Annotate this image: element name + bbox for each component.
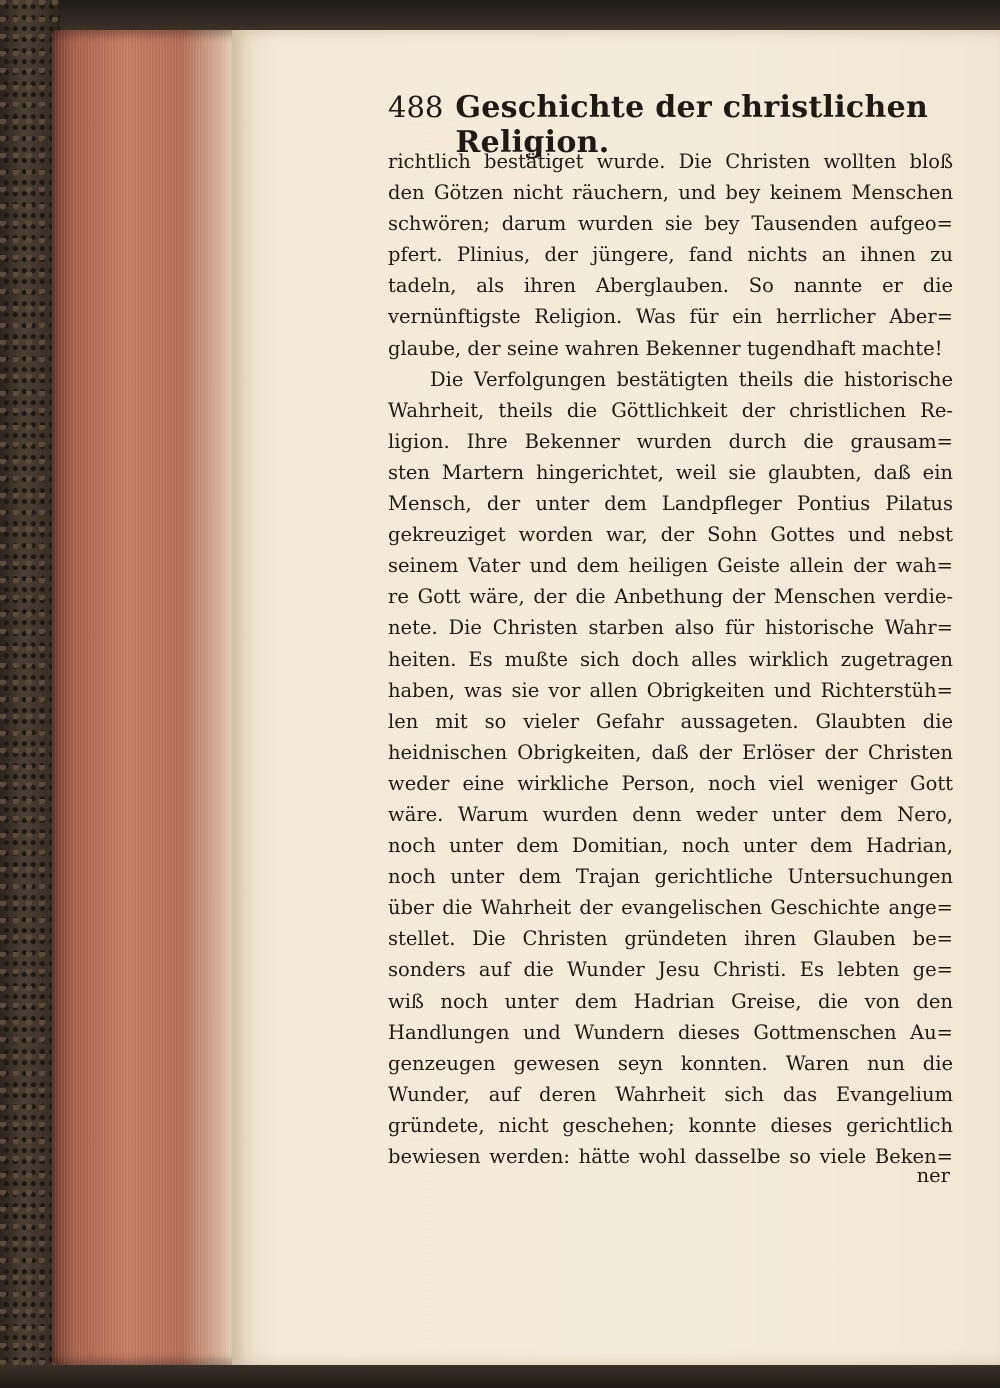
text-line: pfert. Plinius, der jüngere, fand nichts an ihnen zu	[388, 243, 953, 267]
text-line: noch unter dem Domitian, noch unter dem Hadrian,	[388, 834, 953, 858]
text-line: gründete, nicht geschehen; konnte dieses gerichtlich	[388, 1113, 953, 1137]
page-number: 488	[388, 90, 444, 124]
text-line: glaube, der seine wahren Bekenner tugendhaft machte!	[388, 336, 943, 360]
text-line: weder eine wirkliche Person, noch viel weniger Gott	[388, 771, 953, 795]
text-line: Mensch, der unter dem Landpfleger Pontius Pilatus	[388, 492, 953, 516]
text-line: heidnischen Obrigkeiten, daß der Erlöser der Christen	[388, 740, 953, 764]
text-line: ligion. Ihre Bekenner wurden durch die grausam=	[388, 429, 953, 453]
text-line: Wunder, auf deren Wahrheit sich das Evangelium	[388, 1082, 953, 1106]
text-line: genzeugen gewesen seyn konnten. Waren nun die	[388, 1051, 953, 1075]
text-line: re Gott wäre, der die Anbethung der Menschen verdie-	[388, 585, 953, 609]
text-line: schwören; darum wurden sie bey Tausenden aufgeo=	[388, 212, 953, 236]
text-line: haben, was sie vor allen Obrigkeiten und Richterstüh=	[388, 678, 953, 702]
text-line: Die Verfolgungen bestätigten theils die historische	[430, 367, 953, 391]
scan-background-top	[0, 0, 1000, 30]
body-text	[388, 146, 953, 1172]
text-line: Wahrheit, theils die Göttlichkeit der christlichen Re-	[388, 398, 953, 422]
text-line: wäre. Warum wurden denn weder unter dem Nero,	[388, 802, 953, 826]
text-line: bewiesen werden: hätte wohl dasselbe so viele Beken=	[388, 1145, 953, 1168]
page-edges	[52, 30, 237, 1365]
book-binding	[0, 0, 60, 1388]
scan-background-bottom	[0, 1365, 1000, 1388]
text-line: sonders auf die Wunder Jesu Christi. Es lebten ge=	[388, 958, 953, 982]
text-line: richtlich bestätiget wurde. Die Christen wollten bloß	[388, 150, 953, 173]
text-line: sten Martern hingerichtet, weil sie glaubten, daß ein	[388, 460, 953, 484]
text-line: seinem Vater und dem heiligen Geiste allein der wah=	[388, 554, 953, 578]
text-line: nete. Die Christen starben also für historische Wahr=	[388, 616, 953, 640]
text-line: heiten. Es mußte sich doch alles wirklich zugetragen	[388, 647, 953, 671]
text-line: len mit so vieler Gefahr aussageten. Glaubten die	[388, 709, 953, 733]
text-line: gekreuziget worden war, der Sohn Gottes und nebst	[388, 523, 953, 547]
text-line: den Götzen nicht räuchern, und bey keinem Menschen	[388, 181, 953, 205]
text-line: über die Wahrheit der evangelischen Geschichte ange=	[388, 896, 953, 920]
catchword: ner	[916, 1164, 950, 1187]
text-line: Handlungen und Wundern dieses Gottmenschen Au=	[388, 1020, 953, 1044]
text-line: tadeln, als ihren Aberglauben. So nannte er die	[388, 274, 953, 298]
text-line: wiß noch unter dem Hadrian Greise, die von den	[388, 989, 953, 1013]
text-line: stellet. Die Christen gründeten ihren Glauben be=	[388, 927, 953, 951]
text-line: noch unter dem Trajan gerichtliche Untersuchungen	[388, 865, 953, 889]
text-line: vernünftigste Religion. Was für ein herrlicher Aber=	[388, 305, 953, 329]
running-title: Geschichte der christlichen Religion.	[455, 90, 929, 160]
